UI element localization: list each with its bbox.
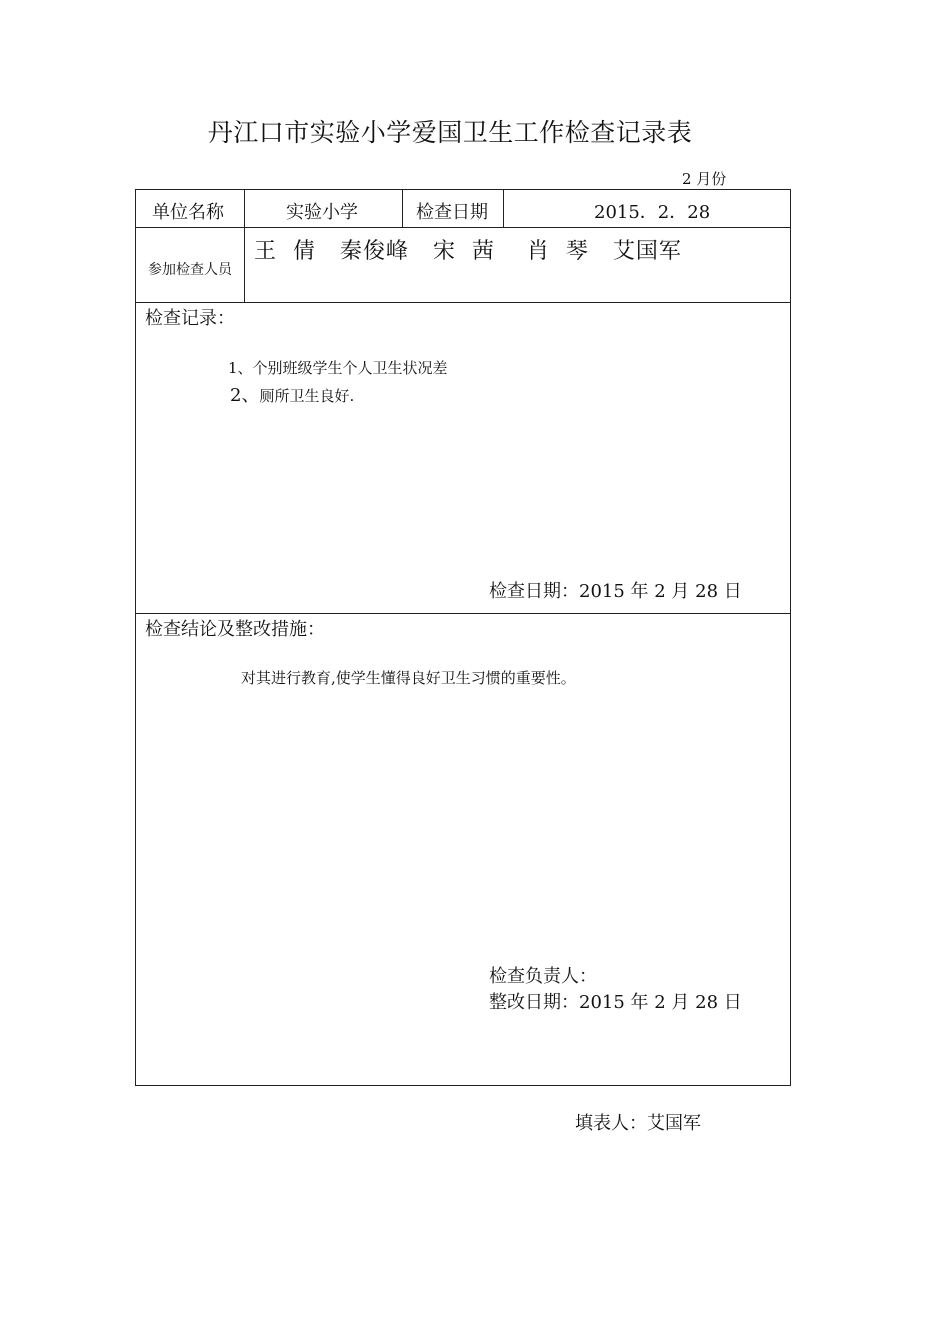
column-divider [402,190,403,227]
form-filler: 填表人：艾国军 [575,1113,701,1134]
column-divider [503,190,504,227]
conclusion-text: 对其进行教育,使学生懂得良好卫生习惯的重要性。 [241,669,576,687]
row-divider [136,613,790,614]
participants-names: 王 倩 秦俊峰 宋 茜 肖 琴 艾国军 [254,239,682,264]
inspection-date-value: 2015．2．28 [594,202,711,223]
conclusion-heading: 检查结论及整改措施： [145,619,325,640]
unit-name-label: 单位名称 [152,202,224,223]
record-item [228,357,448,378]
column-divider [244,190,245,302]
participants-label: 参加检查人员 [148,262,232,278]
row-divider [136,302,790,303]
unit-name-value: 实验小学 [286,202,358,223]
record-item-number: 2、 [230,385,260,406]
record-heading: 检查记录： [145,308,235,329]
record-item-number: 1、 [228,359,253,377]
record-item-text: 个别班级学生个人卫生状况差 [252,359,448,377]
month-label: 2 月份 [682,170,727,188]
responsible-person-label: 检查负责人： [489,966,597,987]
record-item [230,381,354,407]
row-divider [136,227,790,228]
document-title: 丹江口市实验小学爱国卫生工作检查记录表 [207,118,693,147]
inspection-date-label: 检查日期 [416,202,488,223]
record-item-text: 厕所卫生良好. [259,387,355,405]
rectify-date: 整改日期：2015 年 2 月 28 日 [489,992,742,1013]
record-check-date: 检查日期：2015 年 2 月 28 日 [489,581,742,602]
inspection-form-table [135,189,791,1086]
